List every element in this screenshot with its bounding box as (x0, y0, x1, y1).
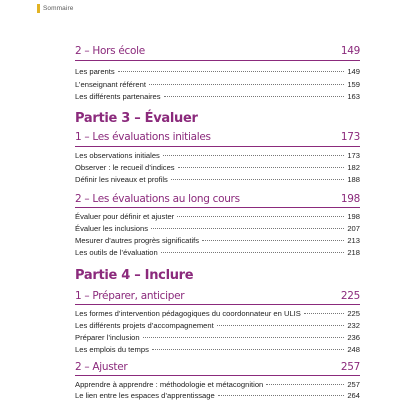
leader-dots (164, 96, 345, 97)
leader-dots (171, 179, 344, 180)
leader-dots (218, 395, 345, 396)
section-page: 257 (340, 361, 360, 373)
toc-entry[interactable]: Définir les niveaux et profils 188 (75, 175, 360, 184)
leader-dots (149, 84, 344, 85)
part-title: Partie 4 – Inclure (75, 268, 194, 283)
toc-entry[interactable]: Observer : le recueil d’indices 182 (75, 163, 360, 172)
section-heading-evaluations-initiales[interactable] (75, 131, 360, 143)
running-head (37, 4, 73, 13)
section-heading-hors-ecole[interactable] (75, 45, 360, 57)
toc-entry[interactable]: L’enseignant référent 159 (75, 80, 360, 89)
leader-dots (217, 325, 345, 326)
section-heading-preparer-anticiper[interactable] (75, 290, 360, 302)
toc-entry[interactable]: Les différents projets d’accompagnement 232 (75, 321, 360, 330)
running-head-text: Sommaire (43, 5, 74, 12)
section-page: 149 (340, 45, 360, 57)
section-title: 2 – Les évaluations au long cours (75, 193, 240, 205)
section-title: 2 – Ajuster (75, 361, 128, 373)
section-rule (75, 60, 360, 61)
toc-entry[interactable]: Les observations initiales 173 (75, 151, 360, 160)
toc-entry[interactable]: Mesurer d’autres progrès significatifs 213 (75, 236, 360, 245)
section-title: 1 – Préparer, anticiper (75, 290, 185, 302)
section-page: 225 (340, 290, 360, 302)
toc-entry[interactable]: Les différents partenaires 163 (75, 92, 360, 101)
leader-dots (177, 216, 344, 217)
section-rule (75, 146, 360, 147)
leader-dots (152, 349, 344, 350)
leader-dots (161, 252, 345, 253)
section-page: 173 (340, 131, 360, 143)
part-title: Partie 3 – Évaluer (75, 111, 198, 126)
section-title: 1 – Les évaluations initiales (75, 131, 211, 143)
toc-entry[interactable]: Évaluer pour définir et ajuster 198 (75, 212, 360, 221)
section-rule (75, 304, 360, 305)
leader-dots (266, 384, 344, 385)
leader-dots (163, 155, 344, 156)
leader-dots (202, 240, 344, 241)
toc-entry[interactable]: Les parents 149 (75, 67, 360, 76)
toc-entry[interactable]: Évaluer les inclusions 207 (75, 224, 360, 233)
section-rule (75, 375, 360, 376)
section-heading-evaluations-long-cours[interactable] (75, 193, 360, 205)
leader-dots (118, 71, 345, 72)
toc-entry[interactable]: Préparer l’inclusion 236 (75, 333, 360, 342)
toc-entry[interactable]: Les emplois du temps 248 (75, 345, 360, 354)
section-title: 2 – Hors école (75, 45, 145, 57)
toc-entry[interactable]: Les outils de l’évaluation 218 (75, 248, 360, 257)
leader-dots (304, 313, 344, 314)
leader-dots (143, 337, 345, 338)
leader-dots (151, 228, 344, 229)
leader-dots (178, 167, 345, 168)
running-head-marker (37, 4, 40, 13)
toc-entry[interactable]: Apprendre à apprendre : méthodologie et métacognition 257 (75, 380, 360, 389)
section-rule (75, 207, 360, 208)
toc-entry[interactable]: Le lien entre les espaces d’apprentissage 264 (75, 391, 360, 400)
section-page: 198 (340, 193, 360, 205)
toc-entry[interactable]: Les formes d’intervention pédagogiques du coordonnateur en ULIS 225 (75, 309, 360, 318)
section-heading-ajuster[interactable] (75, 361, 360, 373)
